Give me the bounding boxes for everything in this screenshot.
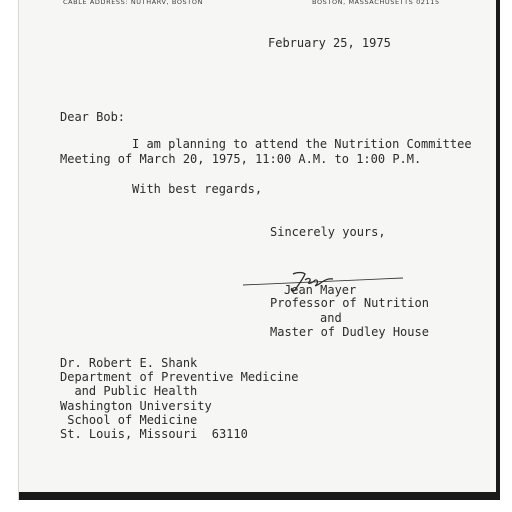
signer-title-3: Master of Dudley House: [270, 325, 429, 339]
salutation: Dear Bob:: [60, 110, 126, 124]
paper-left-edge: [18, 0, 19, 500]
letterhead-city-address: BOSTON, MASSACHUSETTS 02115: [312, 0, 440, 6]
recipient-department-cont: and Public Health: [60, 384, 198, 398]
signer-title-1: Professor of Nutrition: [270, 296, 429, 310]
body-line-1: I am planning to attend the Nutrition Committee: [132, 137, 472, 151]
signer-name: Jean Mayer: [284, 283, 357, 297]
signer-title-2: and: [320, 311, 342, 325]
recipient-university: Washington University: [60, 399, 212, 413]
letter-date: February 25, 1975: [268, 36, 391, 50]
recipient-city: St. Louis, Missouri 63110: [60, 427, 248, 441]
recipient-department: Department of Preventive Medicine: [60, 370, 299, 384]
body-line-2: Meeting of March 20, 1975, 11:00 A.M. to 1:00 P.M.: [60, 152, 422, 166]
regards-line: With best regards,: [132, 182, 263, 196]
closing-line: Sincerely yours,: [270, 225, 386, 239]
recipient-school: School of Medicine: [60, 413, 198, 427]
letterhead-cable-address: CABLE ADDRESS: NUTHARV, BOSTON: [63, 0, 204, 6]
recipient-name: Dr. Robert E. Shank: [60, 356, 198, 370]
